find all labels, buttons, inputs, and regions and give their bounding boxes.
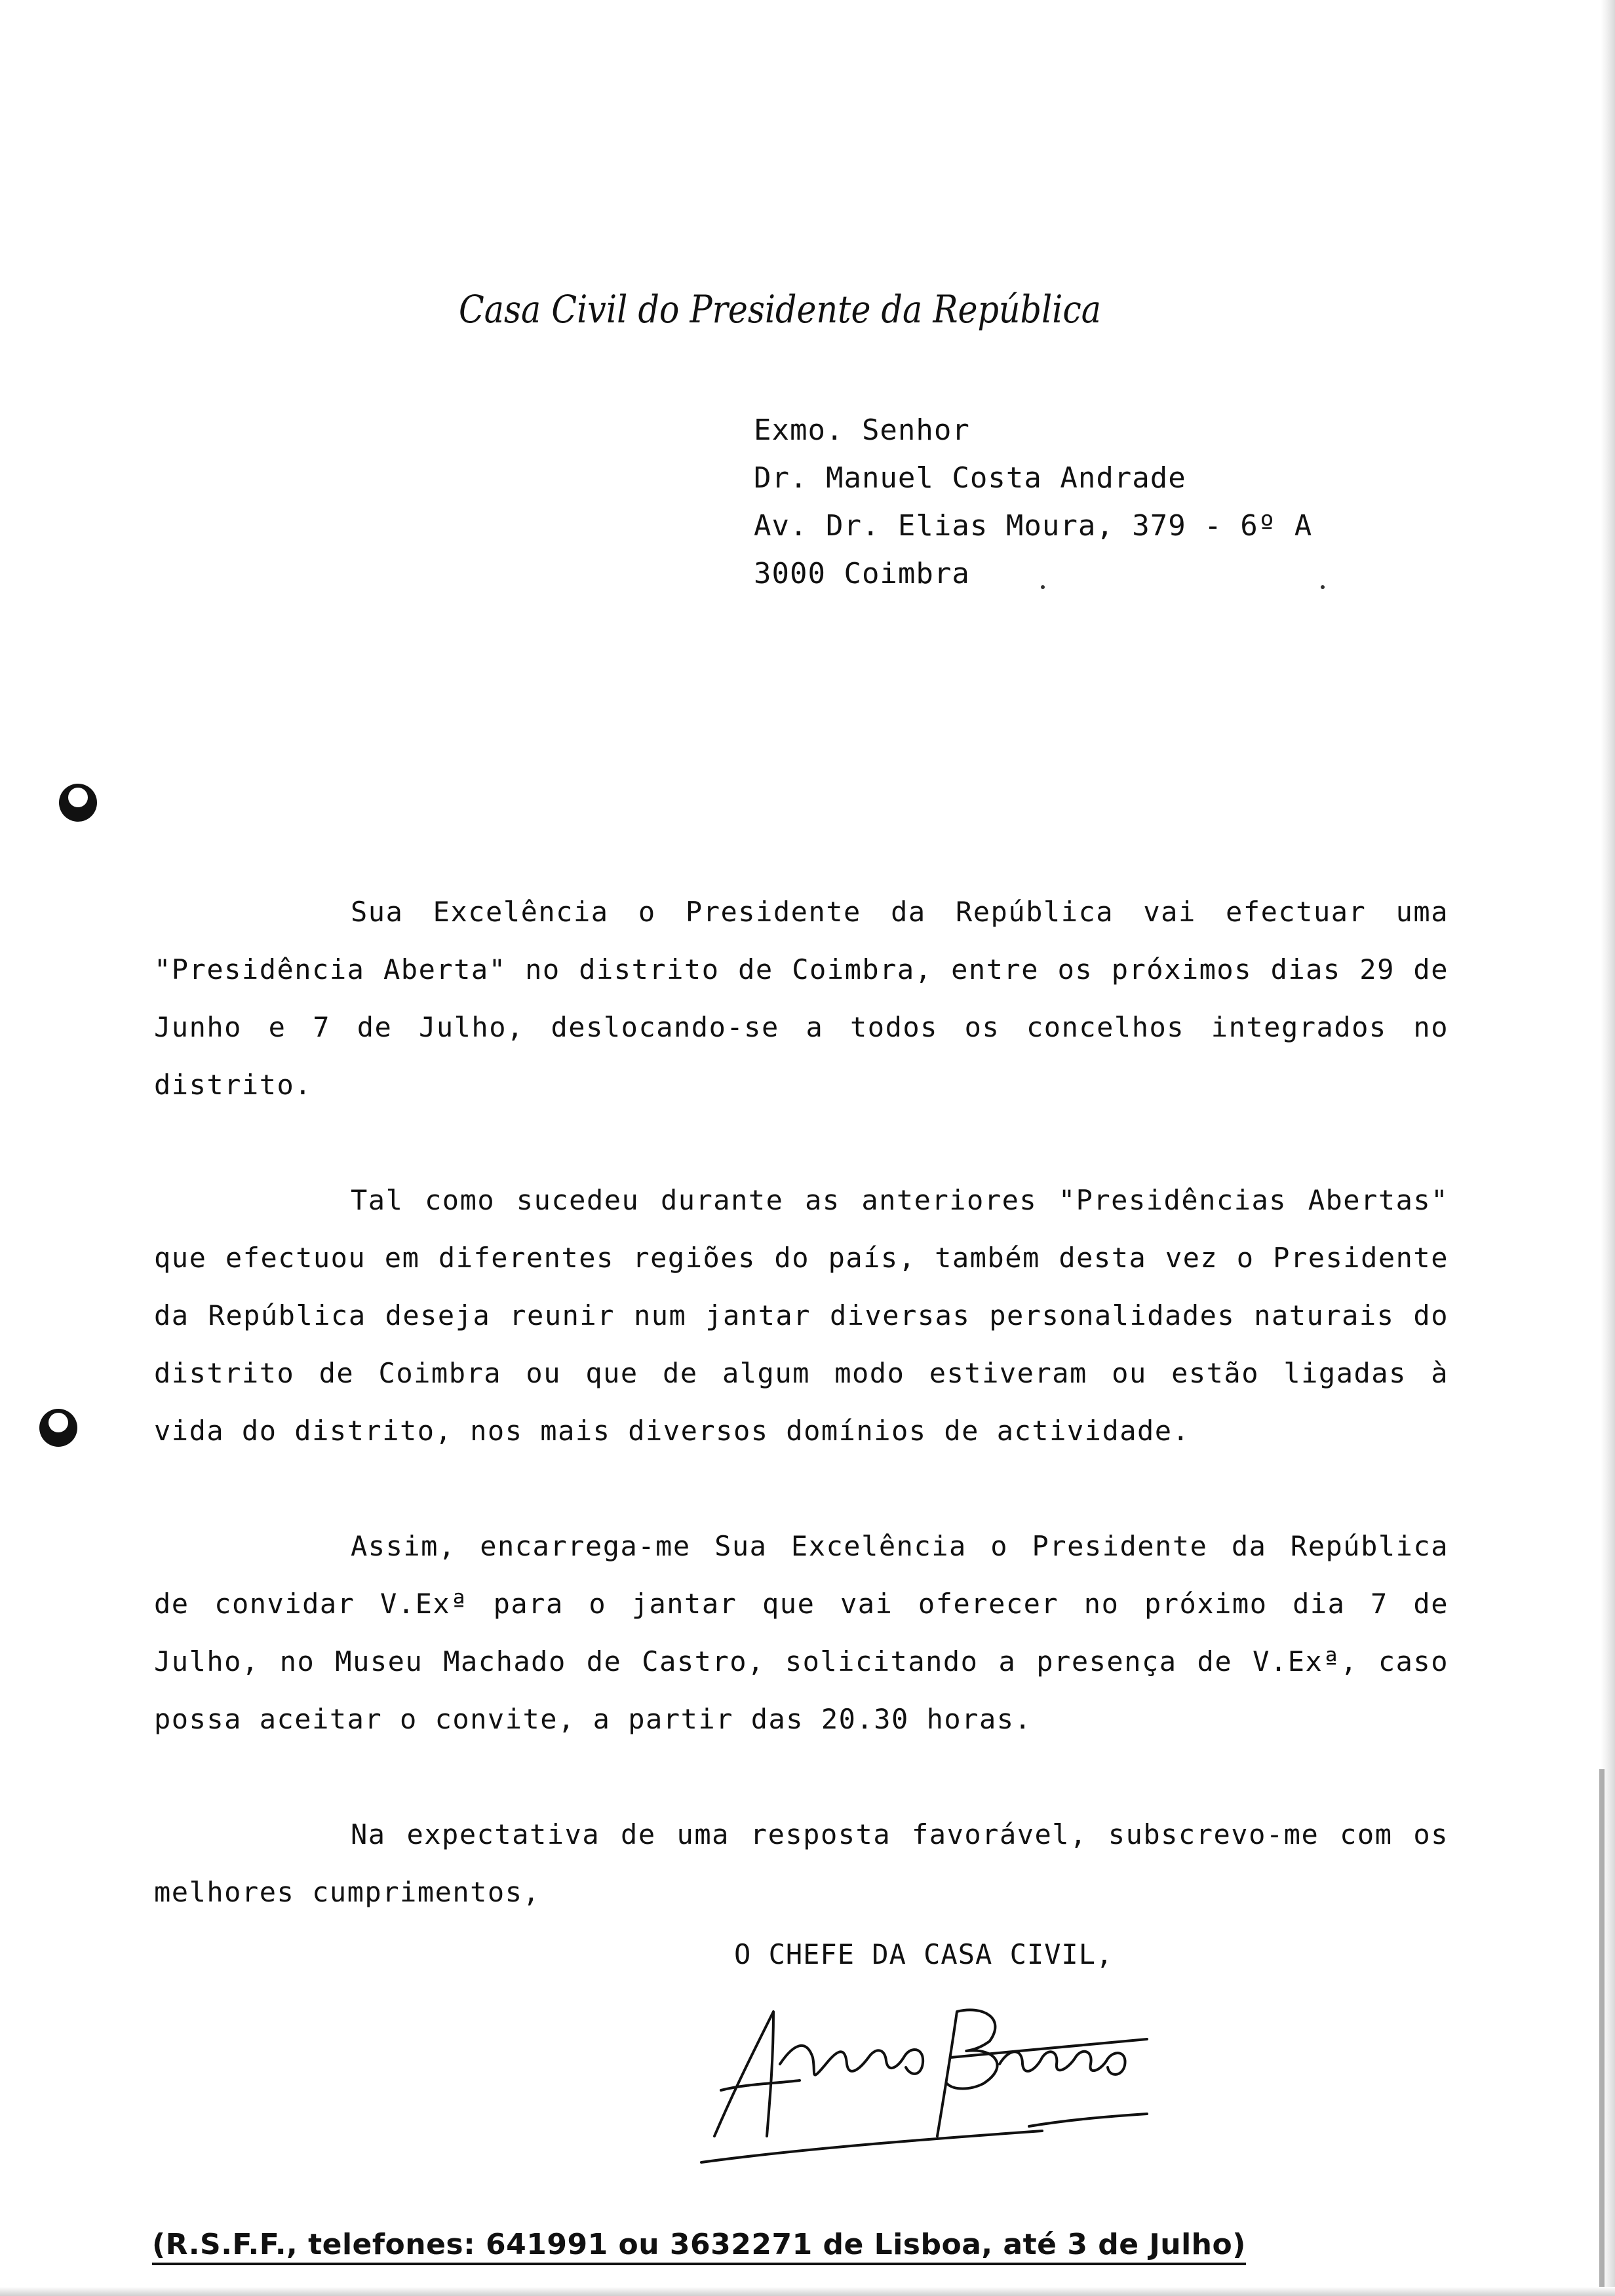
paragraph — [154, 1806, 1449, 1921]
recipient-name: Dr. Manuel Costa Andrade — [754, 461, 1186, 495]
handwritten-signature — [675, 1985, 1173, 2169]
paragraph — [154, 1518, 1449, 1748]
letterhead — [459, 275, 1114, 347]
paragraph-text: Na expectativa de uma resposta favorável, subscrevo-me com os melhores cumprimentos, — [154, 1818, 1449, 1908]
recipient-address — [754, 406, 1312, 598]
scan-edge-line — [1599, 1769, 1605, 2296]
recipient-street: Av. Dr. Elias Moura, 379 - 6º A — [754, 509, 1313, 543]
punch-hole-bottom — [39, 1409, 77, 1447]
paragraph-text: Tal como sucedeu durante as anteriores "Presidências Abertas" que efectuou em diferentes regiões do país, também desta vez o Presidente da República deseja reunir num jantar diversas personalidades naturais do distrito de Coimbra ou que de algum modo estiveram ou estão ligadas à vida do distrito, nos mais diversos domínios de actividade. — [154, 1184, 1449, 1447]
paragraph — [154, 1172, 1449, 1460]
letter-body — [154, 883, 1449, 1979]
closing-title: O CHEFE DA CASA CIVIL, — [734, 1938, 1114, 1970]
scan-edge-bottom — [0, 2287, 1615, 2296]
paragraph-text: Sua Excelência o Presidente da República vai efectuar uma "Presidência Aberta" no distrito de Coimbra, entre os próximos dias 29 de Junho e 7 de Julho, deslocando-se a todos os concelhos integrados no distrito. — [154, 896, 1449, 1101]
paragraph — [154, 883, 1449, 1114]
stray-mark — [1041, 585, 1045, 589]
stray-mark — [1321, 585, 1325, 589]
footer-note: (R.S.F.F., telefones: 641991 ou 3632271 de Lisboa, até 3 de Julho) — [152, 2228, 1246, 2265]
letterhead-text: Casa Civil do Presidente da República — [459, 287, 1101, 332]
paragraph-text: Assim, encarrega-me Sua Excelência o Presidente da República de convidar V.Exª para o jantar que vai oferecer no próximo dia 7 de Julho, no Museu Machado de Castro, solicitando a presença de V.Exª, caso possa aceitar o convite, a partir das 20.30 horas. — [154, 1530, 1449, 1735]
recipient-salutation: Exmo. Senhor — [754, 413, 970, 447]
punch-hole-top — [59, 784, 97, 822]
recipient-city: 3000 Coimbra — [754, 557, 970, 590]
